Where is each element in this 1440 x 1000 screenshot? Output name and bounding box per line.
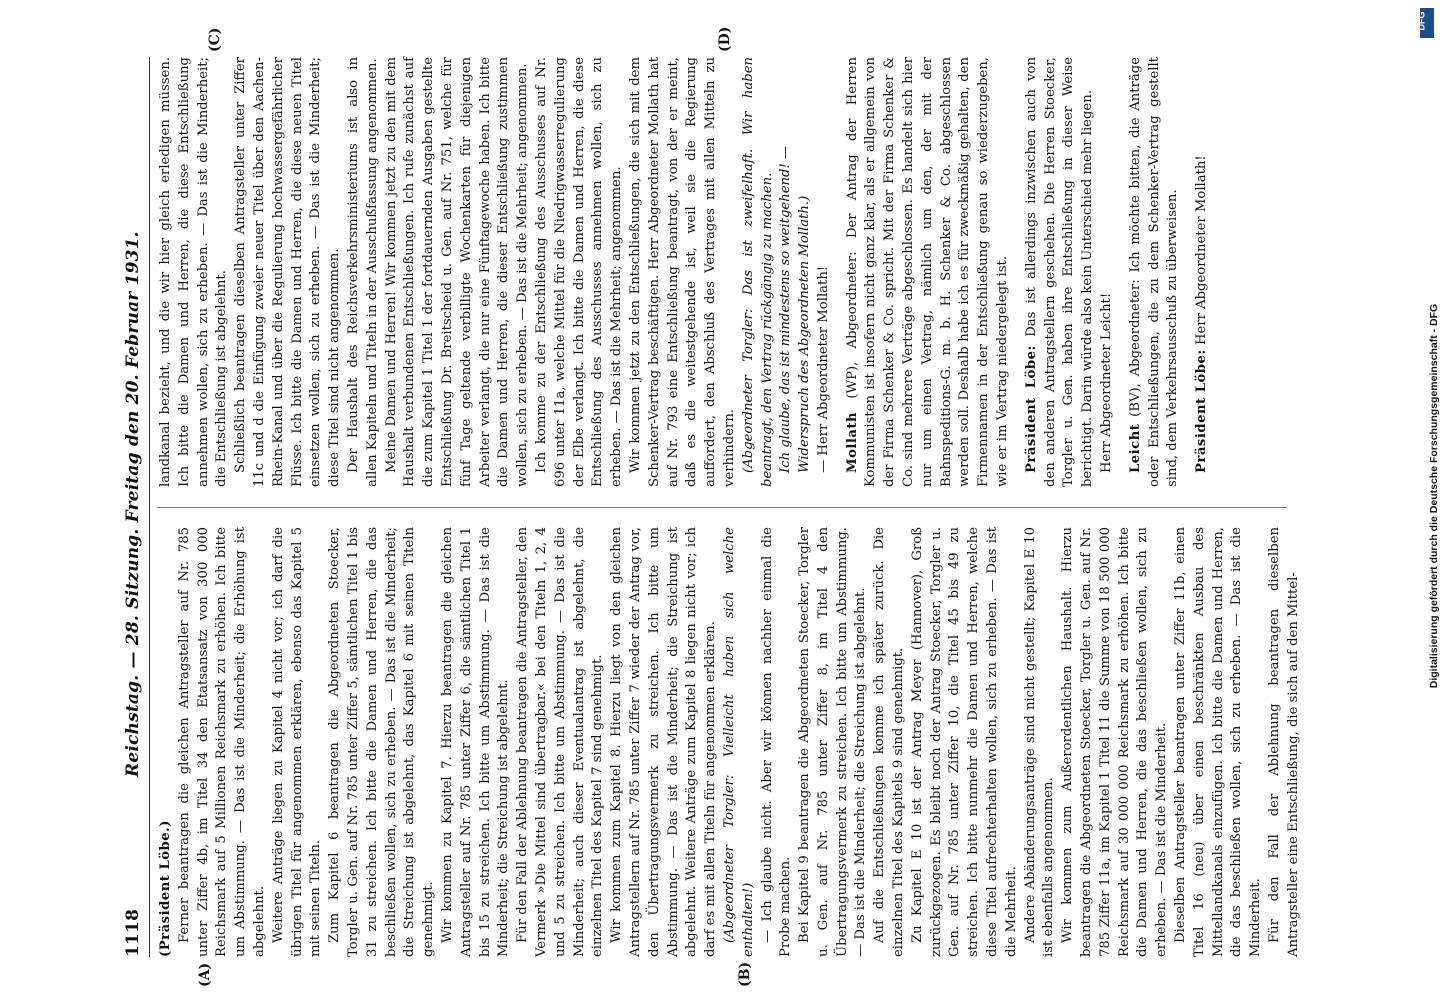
paragraph: Auf die Entschließungen komme ich später zurück. Die einzelnen Titel des Kapitels 9 sind genehmigt. — [872, 527, 907, 957]
paragraph: Wir kommen zum Außerordentlichen Haushalt. Hierzu beantragen die Abgeordneten Stoecker, Torgler u. Gen. auf Nr. 785 Ziffer 11a, im Kapitel 1 Titel 11 die Summe von 18 500 000 Reichsmark auf 30 000 000 Reichsmark zu erhöhen. Ich bitte die Damen und Herren, die das beschließen wollen, sich zu erheben. — Das ist die Minderheit. — [1060, 527, 1170, 957]
paragraph: Der Haushalt des Reichsverkehrsministeriums ist also in allen Kapiteln und Titeln in der Ausschußfassung angenommen. — [345, 57, 380, 487]
paragraph: Ferner beantragen die gleichen Antragsteller auf Nr. 785 unter Ziffer 4b, im Titel 34 den Etatsansatz von 300 000 Reichsmark auf 5 Millionen Reichsmark zu erhöhen. Ich bitte um Abstimmung. — Das ist die Minderheit; die Erhöhung ist abgelehnt. — [176, 527, 267, 957]
paragraph: Wir kommen jetzt zu den Entschließungen, die sich mit dem Schenker-Vertrag beschäftigen. Herr Abgeordneter Mollath hat auf Nr. 793 eine Entschließung beantragt, von der er meint, daß es die weitestgehende ist, weil sie die Regierung auffordert, den Abschluß des Vertrages mit allen Mitteln zu verhindern. — [627, 57, 737, 487]
paragraph: Bei Kapitel 9 beantragen die Abgeordneten Stoecker, Torgler u. Gen. auf Nr. 785 unter Ziffer 8, im Titel 4 den Übertragungsvermerk zu streichen. Ich bitte um Abstimmung. — Das ist die Minderheit; die Streichung ist abgelehnt. — [797, 527, 869, 957]
speaker-name: Leicht — [1127, 423, 1143, 473]
paragraph: — Ich glaube nicht. Aber wir können nachher einmal die Probe machen. — [759, 527, 794, 957]
margin-mark-b: (B) — [737, 961, 753, 987]
speaker-intro: (Präsident Löbe.) — [158, 820, 173, 957]
speaker-name: Mollath — [844, 411, 860, 473]
paragraph: Wir kommen zum Kapitel 8. Hierzu liegt von den gleichen Antragstellern auf Nr. 785 unter Ziffer 7 wieder der Antrag vor, den Übertragungsvermerk zu streichen. Ich bitte um Abstimmung. — Das ist die Minderheit; die Streichung ist abgelehnt. Weitere Anträge zum Kapitel 8 liegen nicht vor; ich darf es mit allen Titeln für angenommen erklären. — [609, 527, 719, 957]
paragraph: Für den Fall der Ablehnung beantragen dieselben Antragsteller eine Entschließung, die sich auf den Mittel- — [1267, 527, 1301, 957]
paragraph: Wir kommen zu Kapitel 7. Hierzu beantragen die gleichen Antragsteller auf Nr. 785 unter Ziffer 6, die sämtlichen Titel 1 bis 15 zu streichen. Ich bitte um Abstimmung. — Das ist die Minderheit; die Streichung ist abgelehnt. — [439, 527, 512, 957]
interjection-line: Ich glaube, das ist mindestens so weitgehend! — — [778, 145, 794, 473]
interjection: (Abgeordneter Torgler: Das ist zweifelhaft. Wir haben beantragt, den Vertrag rückgängig zu machen. — [740, 57, 775, 487]
paragraph: Herr Abgeordneter Leicht! — [1099, 292, 1115, 473]
paragraph: Für den Fall der Ablehnung beantragen die Antragsteller, den Vermerk »Die Mittel sind übertragbar.« bei den Titeln 1, 2, 4 und 5 zu streichen. Ich bitte um Abstimmung. — Das ist die Minderheit; auch dieser Eventualantrag ist abgelehnt, die einzelnen Titel des Kapitel 7 sind genehmigt. — [515, 527, 606, 957]
reichstag-protocol-page — [117, 26, 1301, 987]
paragraph: Schließlich beantragen dieselben Antragsteller unter Ziffer 11c und d die Einfügung zweier neuer Titel über den Aachen-Rhein-Kanal und über die Regulierung hochwassergefährlicher Flüsse. Ich bitte die Damen und Herren, die diese neuen Titel einsetzen wollen, sich zu erheben. — Das ist die Minderheit; diese Titel sind nicht angenommen. — [233, 57, 343, 487]
left-column — [157, 527, 1304, 957]
speaker-name: Präsident Löbe: — [1194, 349, 1210, 473]
speech-text: Ich möchte bitten, die Anträge oder Entschließungen, die zu dem Schenker-Vertrag gestellt sind, dem Verkehrsausschuß zu überweisen. — [1127, 57, 1181, 487]
page-header — [117, 57, 151, 957]
paragraph: landkanal bezieht, und die wir hier gleich erledigen müssen. Ich bitte die Damen und Herren, die diese Entschließung annehmen wollen, sich zu erheben. — Das ist die Minderheit; die Entschließung ist abgelehnt. — [158, 57, 230, 487]
margin-mark-c: (C) — [207, 27, 223, 52]
right-column — [157, 57, 1212, 487]
speech-leicht — [1127, 57, 1183, 487]
speech-text: Herr Abgeordneter Mollath! — [1194, 155, 1210, 346]
speech-text: Das ist allerdings inzwischen auch von den anderen Antragstellern geschehen. Die Herren Stoecker, Torgler u. Gen. haben ihre Entschließung in dieser Weise berichtigt. Darin würde also kein Unterschied mehr liegen. — [1023, 57, 1096, 487]
column-divider — [157, 507, 1287, 508]
paragraph: Dieselben Antragsteller beantragen unter Ziffer 11b, einen Titel 16 (neu) über einen beschränkten Ausbau des Mittellandkanals einzufügen. Ich bitte die Damen und Herren, die das beschließen wollen, sich zu erheben. — Das ist die Minderheit. — [1173, 527, 1264, 957]
digitization-credit: Digitalisierung gefördert durch die Deutsche Forschungsgemeinschaft - DFG — [1428, 303, 1440, 689]
margin-mark-d: (D) — [717, 26, 733, 52]
speech-president — [1023, 57, 1098, 487]
dfg-logo-icon: DFG — [1420, 8, 1434, 38]
paragraph: Zu Kapitel E 10 ist der Antrag Meyer (Hannover), Groß zurückgezogen. Es bleibt noch der Antrag Stoecker, Torgler u. Gen. auf Nr. 785 unter Ziffer 10, die Titel 45 bis 49 zu streichen. Ich bitte nunmehr die Damen und Herren, welche diese Titel aufrechterhalten wollen, sich zu erheben. — Das ist die Mehrheit. — [909, 527, 1019, 957]
speech-mollath — [844, 57, 1013, 487]
speech-president — [1193, 57, 1212, 487]
paragraph: Zum Kapitel 6 beantragen die Abgeordneten Stoecker, Torgler u. Gen. auf Nr. 785 unter Ziffer 5, sämtlichen Titel 1 bis 31 zu streichen. Ich bitte die Damen und Herren, die das beschließen wollen, sich zu erheben. — Das ist die Minderheit; die Streichung ist abgelehnt, das Kapitel 6 mit seinen Titeln genehmigt. — [327, 527, 437, 957]
margin-mark-a: (A) — [197, 962, 213, 987]
speaker-party: (WP), Abgeordneter: — [844, 251, 860, 399]
paragraph: Ich komme zu der Entschließung des Ausschusses auf Nr. 696 unter 11a, welche Mittel für die Niedrigwasserregulierung der Elbe verlangt. Ich bitte die Damen und Herren, die diese Entschließung des Ausschusses annehmen wollen, sich zu erheben. — Das ist die Mehrheit; angenommen. — [533, 57, 625, 487]
paragraph: — Herr Abgeordneter Mollath! — [815, 265, 831, 473]
interjection: (Abgeordneter Torgler: Vielleicht haben sich welche enthalten!) — [721, 527, 756, 957]
header-rule — [149, 57, 150, 957]
speaker-name: Präsident Löbe: — [1023, 345, 1039, 473]
interjection-line: Widerspruch des Abgeordneten Mollath.) — [797, 195, 813, 473]
speaker-party: (BV), Abgeordneter: — [1127, 279, 1143, 417]
speech-text: Der Antrag der Herren Kommunisten ist insofern nicht ganz klar, als er allgemein von der Firma Schenker & Co. spricht. Mit der Firma Schenker & Co. sind mehrere Verträge abgeschlossen. Es handelt sich hier nur um einen Vertrag, nämlich um den, der mit der Bahnspeditions-G. m. b. H. Schenker & Co. abgeschlossen werden soll. Deshalb habe ich es für zweckmäßig gehalten, den Firmennamen in der Entschließung genau so wiederzugeben, wie er im Vertrag niedergelegt ist. — [844, 57, 1011, 487]
paragraph: Andere Abänderungsanträge sind nicht gestellt; Kapitel E 10 ist ebenfalls angenommen. — [1022, 527, 1057, 957]
paragraph: Weitere Anträge liegen zu Kapitel 4 nicht vor; ich darf die übrigen Titel für angenommen erklären, ebenso das Kapitel 5 mit seinen Titeln. — [270, 527, 324, 957]
running-head: Reichstag. — 28. Sitzung. Freitag den 20. Februar 1931. — [123, 231, 143, 777]
paragraph: Meine Damen und Herren! Wir kommen jetzt zu den mit dem Haushalt verbundenen Entschließungen. Ich rufe zunächst auf die zum Kapitel 1 Titel 1 der fortdauernden Ausgaben gestellte Entschließung Dr. Breitscheid u. Gen. auf Nr. 751, welche für fünf Tage geltende verbilligte Wochenkarten für diejenigen Arbeiter verlangt, die nur eine Fünftagewoche haben. Ich bitte die Damen und Herren, die dieser Entschließung zustimmen wollen, sich zu erheben. — Das ist die Mehrheit; angenommen. — [383, 57, 531, 487]
page-number: 1118 — [123, 908, 143, 957]
